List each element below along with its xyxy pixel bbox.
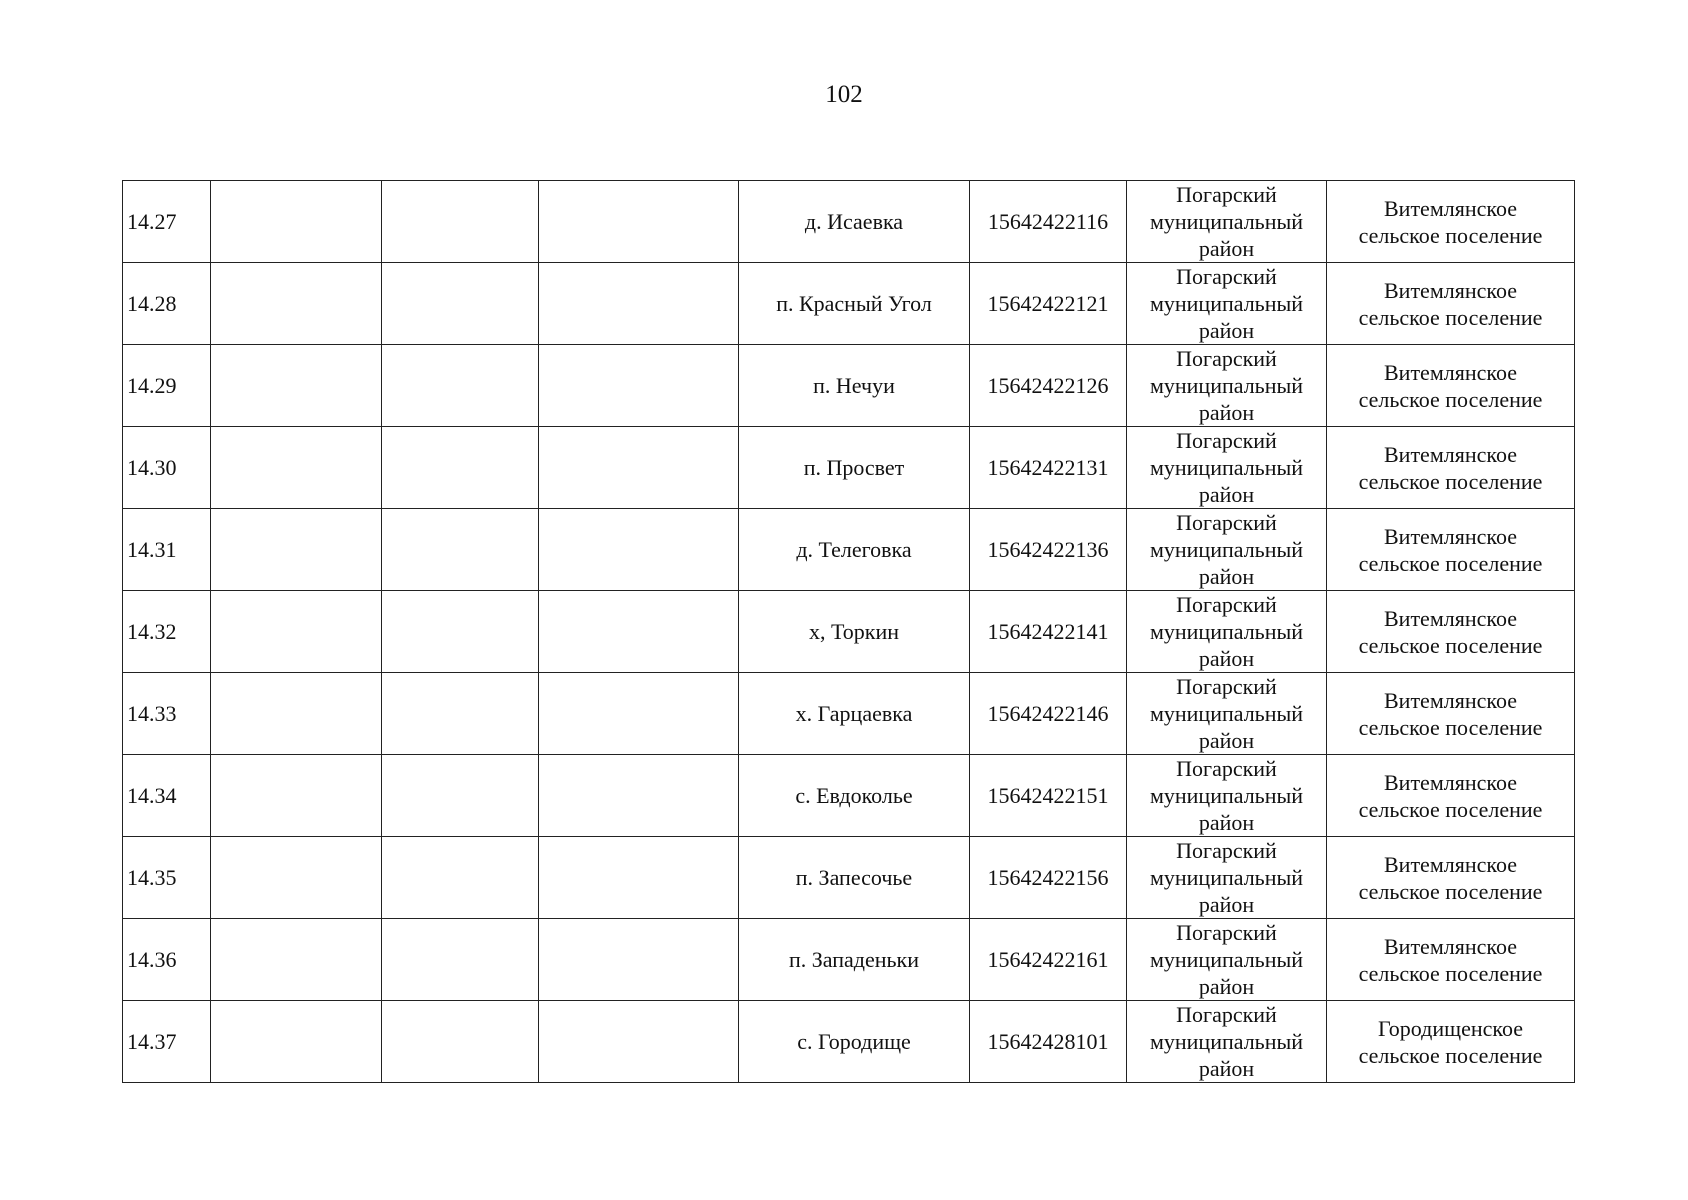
municipality-line: сельское поселение xyxy=(1358,304,1543,330)
district-line: муниципальный xyxy=(1149,209,1304,234)
municipality-line: сельское поселение xyxy=(1358,878,1543,904)
empty-cell xyxy=(211,673,382,755)
code-cell: 15642422151 xyxy=(970,755,1127,837)
empty-cell xyxy=(539,509,739,591)
municipality-cell xyxy=(1327,919,1575,1001)
empty-cell xyxy=(211,919,382,1001)
row-number-cell: 14.34 xyxy=(123,755,211,837)
district-line: район xyxy=(1198,236,1255,261)
district-line: район xyxy=(1198,482,1255,507)
district-line: Погарский xyxy=(1176,264,1277,289)
empty-cell xyxy=(382,755,539,837)
empty-cell xyxy=(211,509,382,591)
empty-cell xyxy=(539,919,739,1001)
settlement-cell: д. Исаевка xyxy=(739,181,970,263)
code-cell: 15642422156 xyxy=(970,837,1127,919)
table-row xyxy=(123,509,1575,591)
code-cell: 15642422161 xyxy=(970,919,1127,1001)
settlement-cell: п. Западеньки xyxy=(739,919,970,1001)
row-number-cell: 14.31 xyxy=(123,509,211,591)
municipality-line: Витемлянское xyxy=(1384,441,1517,467)
empty-cell xyxy=(211,427,382,509)
table-row xyxy=(123,427,1575,509)
empty-cell xyxy=(382,263,539,345)
table-row xyxy=(123,181,1575,263)
municipality-line: сельское поселение xyxy=(1358,222,1543,248)
empty-cell xyxy=(539,755,739,837)
empty-cell xyxy=(539,345,739,427)
row-number-cell: 14.33 xyxy=(123,673,211,755)
row-number-cell: 14.28 xyxy=(123,263,211,345)
row-number-cell: 14.36 xyxy=(123,919,211,1001)
district-cell xyxy=(1127,837,1327,919)
district-line: Погарский xyxy=(1176,510,1277,535)
municipality-line: Витемлянское xyxy=(1384,195,1517,221)
municipality-line: Городищенское xyxy=(1378,1015,1523,1041)
municipality-line: Витемлянское xyxy=(1384,523,1517,549)
empty-cell xyxy=(539,181,739,263)
settlement-cell: д. Телеговка xyxy=(739,509,970,591)
empty-cell xyxy=(211,837,382,919)
table-row xyxy=(123,591,1575,673)
row-number-cell: 14.35 xyxy=(123,837,211,919)
settlement-cell: п. Просвет xyxy=(739,427,970,509)
district-line: муниципальный xyxy=(1149,619,1304,644)
district-line: муниципальный xyxy=(1149,291,1304,316)
municipality-line: сельское поселение xyxy=(1358,714,1543,740)
table-row xyxy=(123,345,1575,427)
settlement-cell: п. Нечуи xyxy=(739,345,970,427)
empty-cell xyxy=(382,509,539,591)
empty-cell xyxy=(539,673,739,755)
municipality-line: сельское поселение xyxy=(1358,796,1543,822)
district-line: муниципальный xyxy=(1149,455,1304,480)
code-cell: 15642422136 xyxy=(970,509,1127,591)
empty-cell xyxy=(382,673,539,755)
code-cell: 15642422131 xyxy=(970,427,1127,509)
district-cell xyxy=(1127,919,1327,1001)
municipality-cell xyxy=(1327,755,1575,837)
settlement-cell: п. Красный Угол xyxy=(739,263,970,345)
municipality-line: Витемлянское xyxy=(1384,605,1517,631)
municipality-cell xyxy=(1327,427,1575,509)
municipality-line: Витемлянское xyxy=(1384,687,1517,713)
district-line: муниципальный xyxy=(1149,537,1304,562)
settlement-cell: х. Гарцаевка xyxy=(739,673,970,755)
district-line: муниципальный xyxy=(1149,701,1304,726)
municipality-cell xyxy=(1327,591,1575,673)
empty-cell xyxy=(539,591,739,673)
municipality-line: Витемлянское xyxy=(1384,769,1517,795)
settlement-cell: п. Запесочье xyxy=(739,837,970,919)
settlement-cell: с. Городище xyxy=(739,1001,970,1083)
municipality-line: сельское поселение xyxy=(1358,632,1543,658)
empty-cell xyxy=(382,181,539,263)
municipality-cell xyxy=(1327,263,1575,345)
table-body xyxy=(123,181,1575,1083)
row-number-cell: 14.30 xyxy=(123,427,211,509)
district-line: Погарский xyxy=(1176,1002,1277,1027)
district-cell xyxy=(1127,509,1327,591)
table-row xyxy=(123,837,1575,919)
municipality-cell xyxy=(1327,345,1575,427)
code-cell: 15642422146 xyxy=(970,673,1127,755)
row-number-cell: 14.29 xyxy=(123,345,211,427)
empty-cell xyxy=(211,1001,382,1083)
municipality-line: сельское поселение xyxy=(1358,386,1543,412)
district-line: Погарский xyxy=(1176,838,1277,863)
empty-cell xyxy=(211,591,382,673)
municipality-cell xyxy=(1327,673,1575,755)
row-number-cell: 14.37 xyxy=(123,1001,211,1083)
row-number-cell: 14.27 xyxy=(123,181,211,263)
district-line: район xyxy=(1198,318,1255,343)
district-line: район xyxy=(1198,1056,1255,1081)
empty-cell xyxy=(539,263,739,345)
table-row xyxy=(123,919,1575,1001)
table-row xyxy=(123,1001,1575,1083)
municipality-line: сельское поселение xyxy=(1358,468,1543,494)
district-line: Погарский xyxy=(1176,756,1277,781)
municipality-line: Витемлянское xyxy=(1384,277,1517,303)
code-cell: 15642422116 xyxy=(970,181,1127,263)
district-cell xyxy=(1127,673,1327,755)
district-line: район xyxy=(1198,892,1255,917)
empty-cell xyxy=(211,755,382,837)
municipality-cell xyxy=(1327,1001,1575,1083)
district-line: Погарский xyxy=(1176,674,1277,699)
municipality-line: Витемлянское xyxy=(1384,933,1517,959)
empty-cell xyxy=(382,837,539,919)
empty-cell xyxy=(211,345,382,427)
settlement-cell: с. Евдоколье xyxy=(739,755,970,837)
empty-cell xyxy=(211,181,382,263)
empty-cell xyxy=(539,837,739,919)
district-line: район xyxy=(1198,810,1255,835)
district-line: Погарский xyxy=(1176,592,1277,617)
empty-cell xyxy=(382,591,539,673)
district-line: район xyxy=(1198,564,1255,589)
empty-cell xyxy=(382,1001,539,1083)
municipality-cell xyxy=(1327,181,1575,263)
municipality-line: сельское поселение xyxy=(1358,1042,1543,1068)
district-line: муниципальный xyxy=(1149,947,1304,972)
district-cell xyxy=(1127,755,1327,837)
municipality-line: сельское поселение xyxy=(1358,550,1543,576)
code-cell: 15642422141 xyxy=(970,591,1127,673)
district-cell xyxy=(1127,427,1327,509)
municipality-cell xyxy=(1327,509,1575,591)
empty-cell xyxy=(382,345,539,427)
empty-cell xyxy=(211,263,382,345)
district-line: Погарский xyxy=(1176,920,1277,945)
code-cell: 15642422126 xyxy=(970,345,1127,427)
page-number: 102 xyxy=(825,81,863,108)
code-cell: 15642428101 xyxy=(970,1001,1127,1083)
table-row xyxy=(123,755,1575,837)
district-line: Погарский xyxy=(1176,428,1277,453)
empty-cell xyxy=(539,1001,739,1083)
district-line: район xyxy=(1198,646,1255,671)
settlement-cell: х, Торкин xyxy=(739,591,970,673)
table-row xyxy=(123,263,1575,345)
district-cell xyxy=(1127,591,1327,673)
district-line: Погарский xyxy=(1176,182,1277,207)
empty-cell xyxy=(539,427,739,509)
district-line: район xyxy=(1198,400,1255,425)
district-cell xyxy=(1127,181,1327,263)
district-line: район xyxy=(1198,974,1255,999)
table-row xyxy=(123,673,1575,755)
municipality-cell xyxy=(1327,837,1575,919)
district-line: муниципальный xyxy=(1149,865,1304,890)
municipality-line: Витемлянское xyxy=(1384,359,1517,385)
district-line: район xyxy=(1198,728,1255,753)
district-cell xyxy=(1127,263,1327,345)
settlements-table xyxy=(122,180,1575,1083)
row-number-cell: 14.32 xyxy=(123,591,211,673)
code-cell: 15642422121 xyxy=(970,263,1127,345)
district-line: муниципальный xyxy=(1149,1029,1304,1054)
district-cell xyxy=(1127,1001,1327,1083)
empty-cell xyxy=(382,919,539,1001)
municipality-line: Витемлянское xyxy=(1384,851,1517,877)
district-line: муниципальный xyxy=(1149,783,1304,808)
district-cell xyxy=(1127,345,1327,427)
municipality-line: сельское поселение xyxy=(1358,960,1543,986)
empty-cell xyxy=(382,427,539,509)
district-line: Погарский xyxy=(1176,346,1277,371)
district-line: муниципальный xyxy=(1149,373,1304,398)
